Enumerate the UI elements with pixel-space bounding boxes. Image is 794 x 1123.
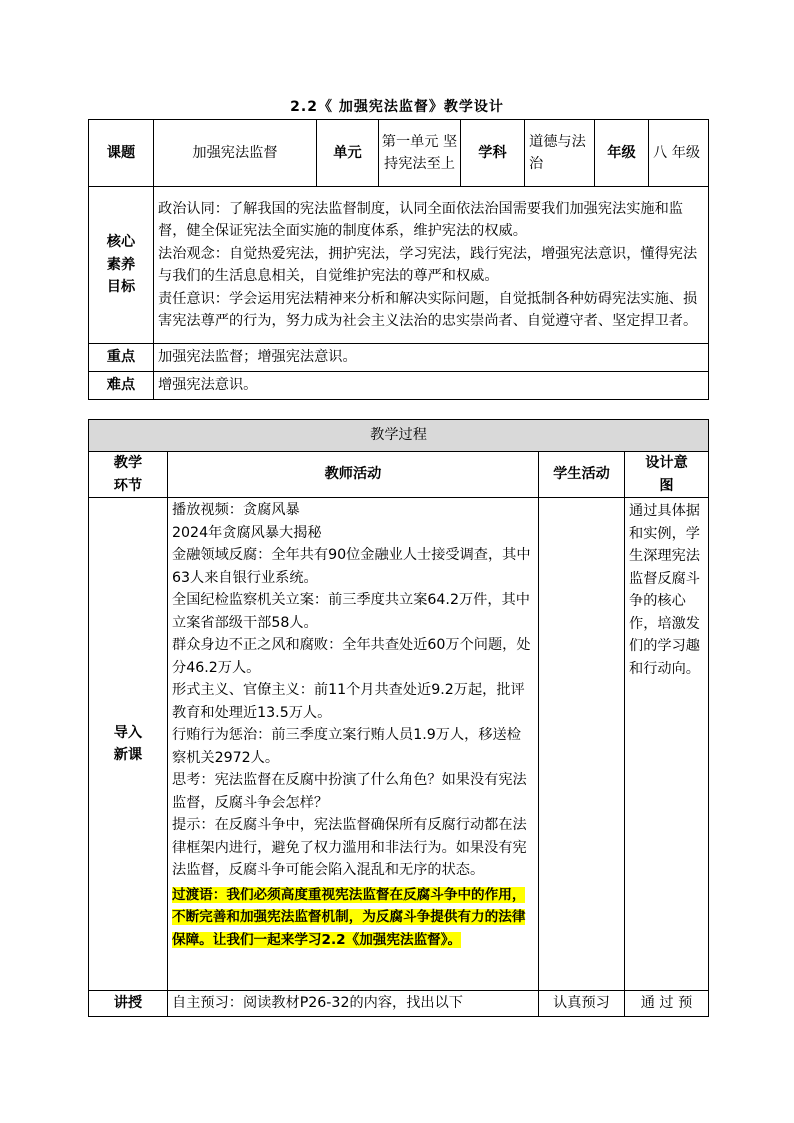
process-header-row (89, 420, 709, 452)
info-row (89, 120, 709, 187)
intro-row (89, 498, 709, 991)
column-student: 学生活动 (539, 452, 625, 498)
difficult-point-row (89, 372, 709, 400)
intro-design-intent: 通过具体据和实例，学生深理宪法监督反腐斗争的核心作，培激发们的学习趣和行动向。 (625, 498, 709, 991)
key-point-row (89, 344, 709, 372)
teacher-line: 行贿行为惩治：前三季度立案行贿人员1.9万人，移送检察机关2972人。 (172, 727, 521, 766)
teacher-line: 播放视频：贪腐风暴 (172, 502, 300, 518)
column-stage: 教学环节 (89, 452, 168, 498)
intro-stage: 导入新课 (89, 498, 168, 991)
teacher-line: 群众身边不正之风和腐败：全年共查处近60万个问题，处分46.2万人。 (172, 637, 531, 676)
topic-value: 加强宪法监督 (154, 120, 317, 187)
grade-value: 八 年级 (649, 120, 709, 187)
teacher-line: 形式主义、官僚主义：前11个月共查处近9.2万起，批评教育和处理近13.5万人。 (172, 682, 525, 721)
teacher-line: 思考：宪法监督在反腐中扮演了什么角色？如果没有宪法监督，反腐斗争会怎样？ (172, 772, 527, 811)
teaching-process-table (88, 419, 709, 1017)
teach-student-activity: 认真预习 (539, 991, 625, 1017)
column-teacher: 教师活动 (168, 452, 539, 498)
teach-teacher-activity: 自主预习：阅读教材P26-32的内容，找出以下 (168, 991, 539, 1017)
teacher-line: 金融领域反腐：全年共有90位金融业人士接受调查，其中63人来自银行业系统。 (172, 547, 531, 586)
teach-stage: 讲授 (89, 991, 168, 1017)
teacher-line: 提示：在反腐斗争中，宪法监督确保所有反腐行动都在法律框架内进行，避免了权力滥用和非法行为。如果没有宪法监督，反腐斗争可能会陷入混乱和无序的状态。 (172, 817, 527, 878)
course-info-table (88, 119, 709, 400)
process-column-row (89, 452, 709, 498)
subject-label: 学科 (461, 120, 525, 187)
process-header: 教学过程 (89, 420, 709, 452)
intro-teacher-activity (168, 498, 539, 991)
transition-paragraph (172, 884, 534, 952)
difficult-point-value: 增强宪法意识。 (154, 372, 709, 400)
intro-student-activity (539, 498, 625, 991)
teacher-line: 全国纪检监察机关立案：前三季度共立案64.2万件，其中立案省部级干部58人。 (172, 592, 530, 631)
subject-value: 道德与法治 (525, 120, 595, 187)
teacher-line: 2024年贪腐风暴大揭秘 (172, 524, 322, 541)
teach-row (89, 991, 709, 1017)
unit-label: 单元 (317, 120, 379, 187)
literacy-label: 核心素养目标 (89, 187, 154, 344)
difficult-point-label: 难点 (89, 372, 154, 400)
unit-value: 第一单元 坚持宪法至上 (379, 120, 461, 187)
key-point-value: 加强宪法监督；增强宪法意识。 (154, 344, 709, 372)
literacy-item-responsibility: 责任意识：学会运用宪法精神来分析和解决实际问题，自觉抵制各种妨碍宪法实施、损害宪法尊严的行为，努力成为社会主义法治的忠实崇尚者、自觉遵守者、坚定捍卫者。 (158, 290, 698, 329)
key-point-label: 重点 (89, 344, 154, 372)
literacy-content (154, 187, 709, 344)
topic-label: 课题 (89, 120, 154, 187)
column-intent: 设计意图 (625, 452, 709, 498)
literacy-item-political: 政治认同：了解我国的宪法监督制度，认同全面依法治国需要我们加强宪法实施和监督，健全保证宪法全面实施的制度体系，维护宪法的权威。 (158, 200, 683, 239)
grade-label: 年级 (595, 120, 649, 187)
transition-highlight: 过渡语：我们必须高度重视宪法监督在反腐斗争中的作用，不断完善和加强宪法监督机制，为反腐斗争提供有力的法律保障。让我们一起来学习2.2《加强宪法监督》。 (172, 886, 526, 948)
document-title: 2.2《 加强宪法监督》教学设计 (290, 99, 504, 115)
literacy-item-rule-of-law: 法治观念：自觉热爱宪法，拥护宪法，学习宪法，践行宪法，增强宪法意识，懂得宪法与我们的生活息息相关，自觉维护宪法的尊严和权威。 (158, 245, 698, 284)
teach-design-intent: 通 过 预 (625, 991, 709, 1017)
literacy-row (89, 187, 709, 344)
